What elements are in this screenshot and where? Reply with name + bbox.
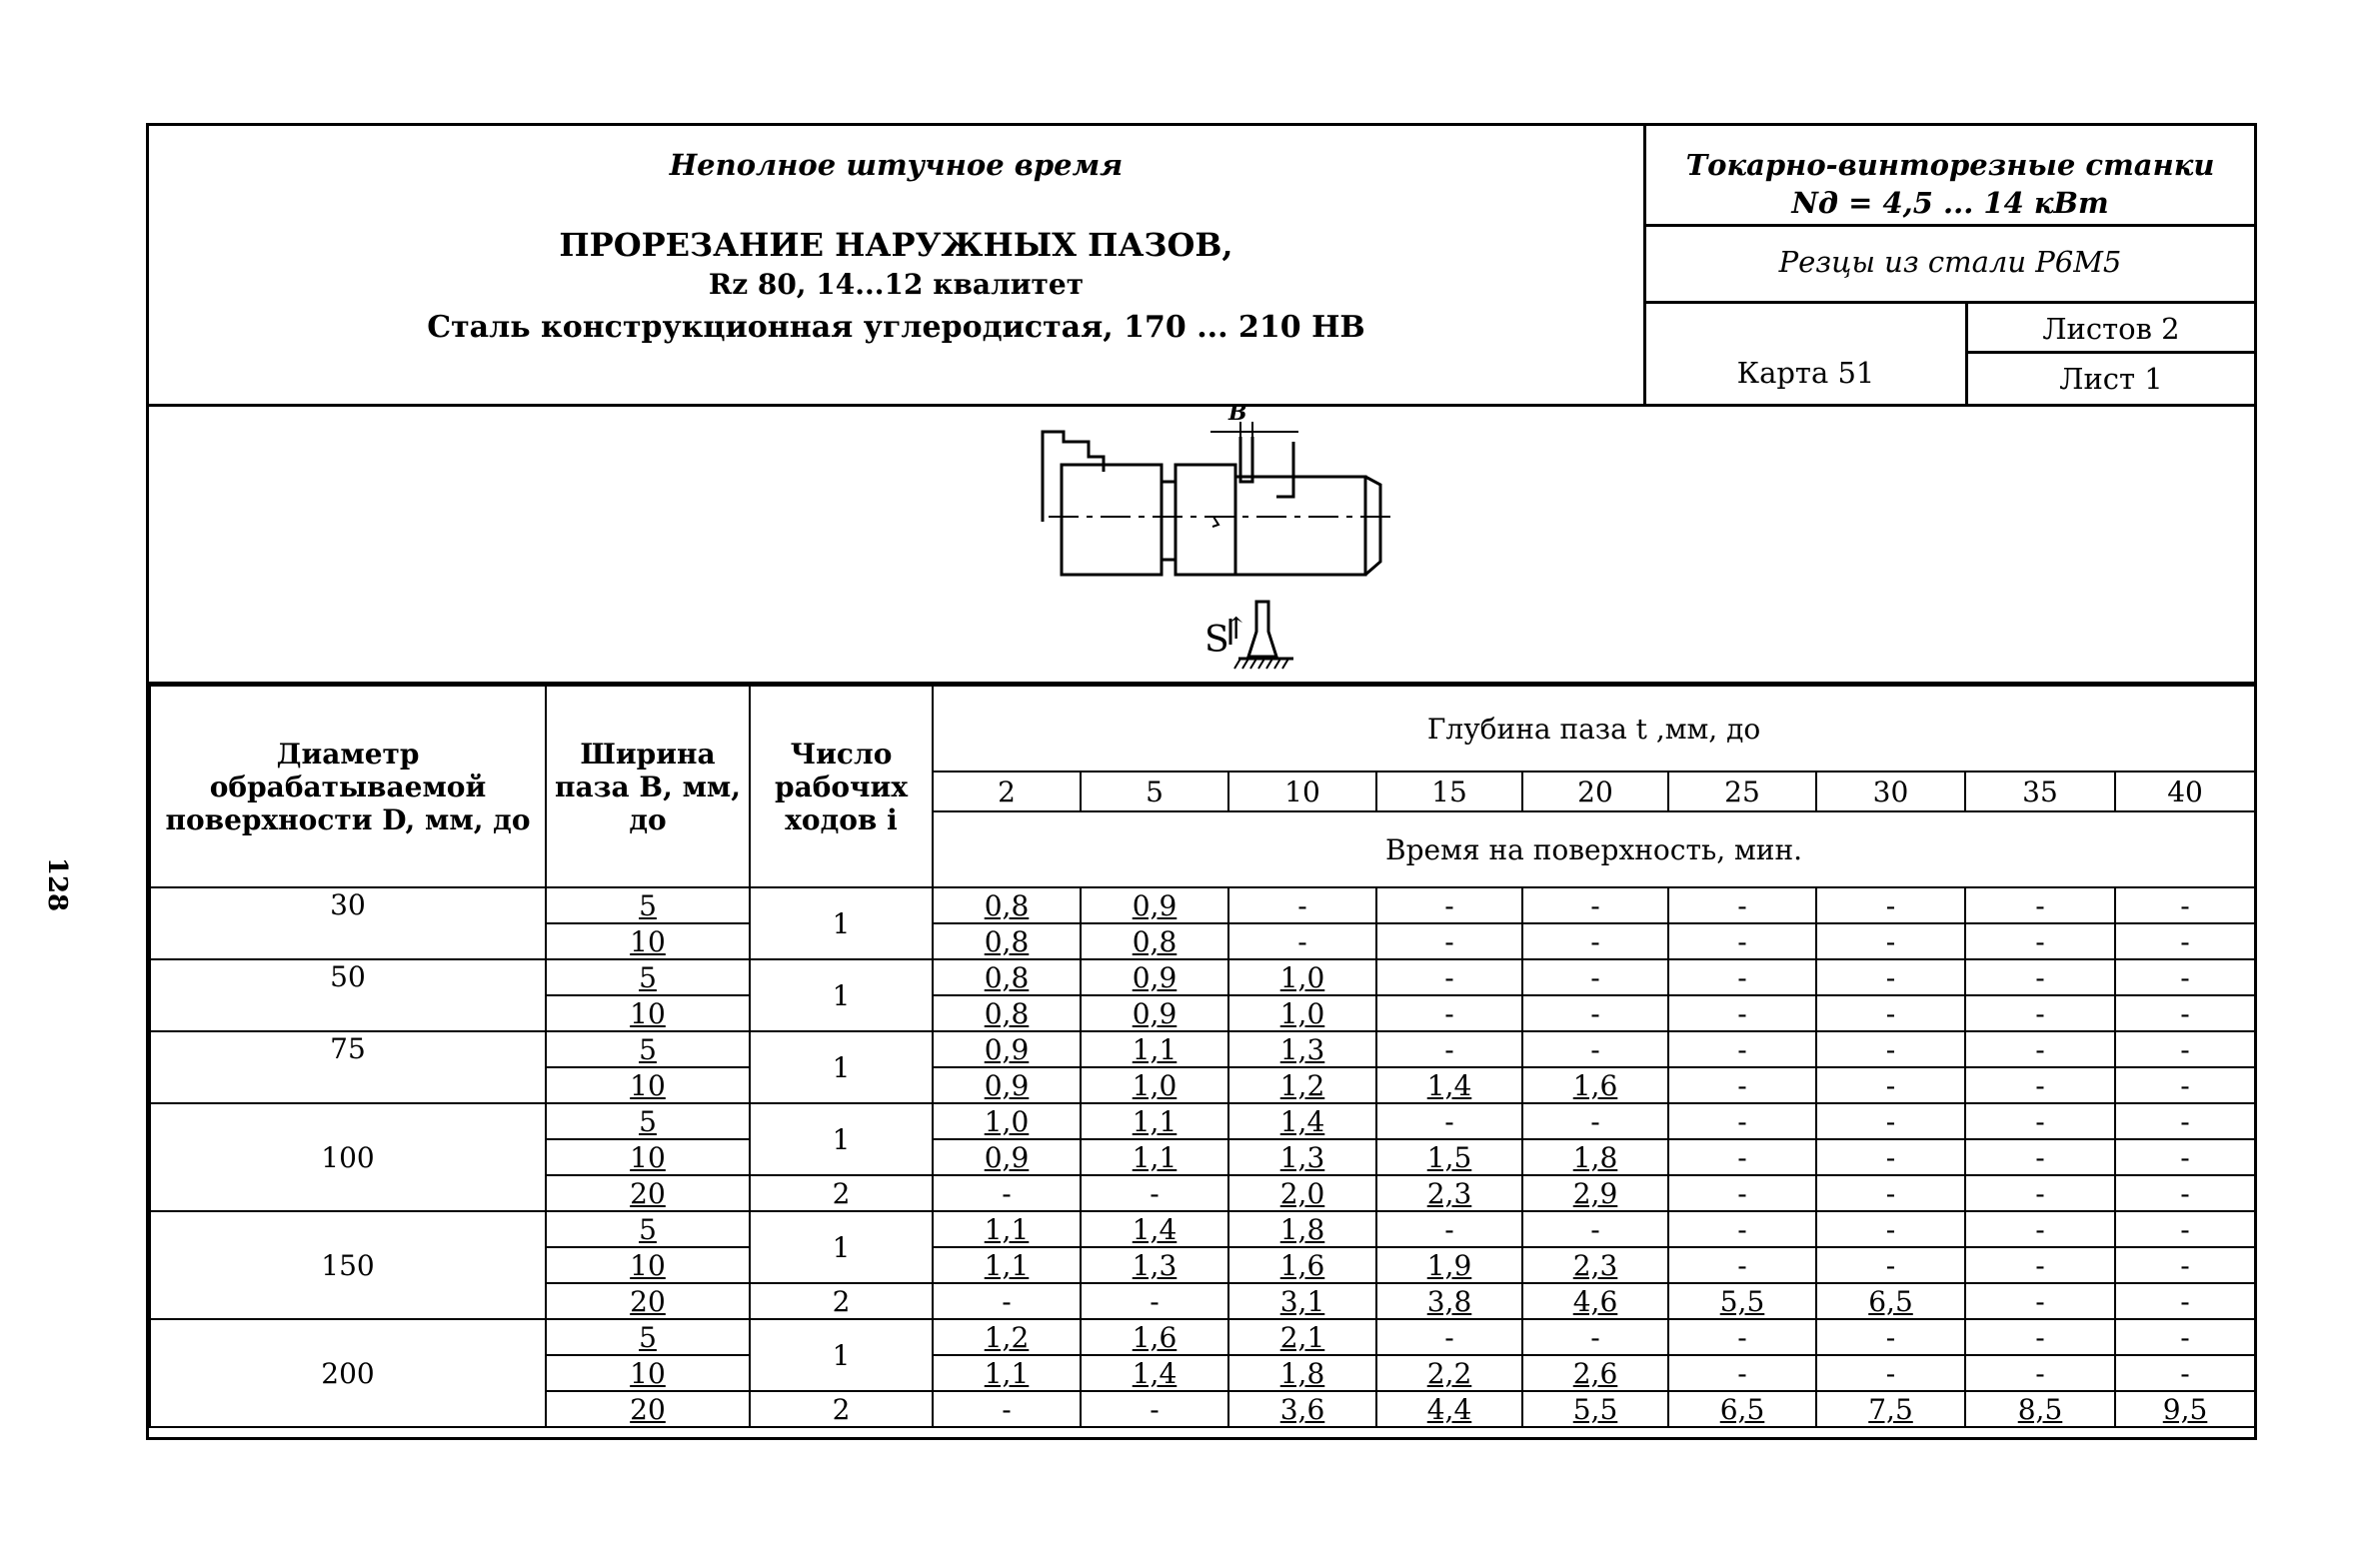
time-value-cell: 1,1 [1081, 1031, 1228, 1067]
time-value-cell: - [2115, 1103, 2255, 1139]
time-value-cell: 2,3 [1522, 1247, 1668, 1283]
groove-sketch-drawing [149, 407, 2254, 682]
time-value-cell: 1,8 [1228, 1211, 1376, 1247]
time-value-cell: - [1816, 959, 1965, 995]
time-value-cell: 1,1 [933, 1211, 1081, 1247]
time-value-cell: - [2115, 1067, 2255, 1103]
time-value-cell: 4,4 [1376, 1391, 1522, 1427]
width-cell: 20 [546, 1175, 750, 1211]
page-number: 128 [42, 856, 73, 912]
time-value-cell: 1,4 [1376, 1067, 1522, 1103]
time-value-cell: - [1081, 1391, 1228, 1427]
time-value-cell: 3,6 [1228, 1391, 1376, 1427]
time-value-cell: 1,4 [1228, 1103, 1376, 1139]
machine-type [1646, 126, 2254, 227]
depth-header-cell: 35 [1965, 772, 2115, 811]
time-value-cell: 2,9 [1522, 1175, 1668, 1211]
time-value-cell: - [1816, 995, 1965, 1031]
time-value-cell: 1,0 [933, 1103, 1081, 1139]
depth-header-cell: 15 [1376, 772, 1522, 811]
time-value-cell: - [1816, 1355, 1965, 1391]
time-value-cell: - [1522, 887, 1668, 923]
time-value-cell: - [1816, 1211, 1965, 1247]
time-value-cell: - [1668, 1247, 1816, 1283]
time-value-cell: 1,1 [1081, 1139, 1228, 1175]
time-value-cell: - [1965, 1139, 2115, 1175]
time-value-cell: - [1228, 923, 1376, 959]
time-value-cell: 9,5 [2115, 1391, 2255, 1427]
time-value-cell: 1,0 [1228, 995, 1376, 1031]
time-value-cell: - [1965, 1067, 2115, 1103]
time-value-cell: 0,8 [933, 923, 1081, 959]
width-cell: 5 [546, 1211, 750, 1247]
cutter-type: Резцы из стали Р6М5 [1646, 227, 2254, 304]
time-value-cell: - [2115, 923, 2255, 959]
table-row [150, 887, 2255, 923]
time-value-cell: 1,5 [1376, 1139, 1522, 1175]
passes-cell: 2 [750, 1283, 933, 1319]
header-title-block [149, 126, 1646, 404]
time-value-cell: 1,0 [1081, 1067, 1228, 1103]
sheets-total: Листов 2 [1968, 304, 2254, 354]
time-value-cell: 2,1 [1228, 1319, 1376, 1355]
time-value-cell: - [1522, 995, 1668, 1031]
width-cell: 5 [546, 959, 750, 995]
time-value-cell: 1,9 [1376, 1247, 1522, 1283]
passes-cell: 1 [750, 959, 933, 1031]
time-value-cell: - [1816, 1067, 1965, 1103]
time-value-cell: - [1668, 923, 1816, 959]
col-header-width: Ширина паза B, мм, до [546, 686, 750, 887]
width-cell: 10 [546, 1139, 750, 1175]
time-value-cell: - [1816, 1139, 1965, 1175]
width-cell: 20 [546, 1283, 750, 1319]
machine-line2: Nд = 4,5 ... 14 кВт [1791, 186, 2109, 220]
passes-cell: 1 [750, 1319, 933, 1391]
diameter-cell: 75 [150, 1031, 546, 1103]
time-value-cell: 1,3 [1228, 1031, 1376, 1067]
width-cell: 10 [546, 1247, 750, 1283]
time-value-cell: - [1376, 1211, 1522, 1247]
passes-cell: 1 [750, 1211, 933, 1283]
time-value-cell: 5,5 [1668, 1283, 1816, 1319]
time-value-cell: 1,2 [933, 1319, 1081, 1355]
time-value-cell: - [1522, 1031, 1668, 1067]
time-value-cell: - [1965, 995, 2115, 1031]
depth-header-cell: 30 [1816, 772, 1965, 811]
col-header-time: Время на поверхность, мин. [933, 811, 2255, 887]
time-value-cell: 0,9 [1081, 995, 1228, 1031]
time-value-cell: - [1965, 959, 2115, 995]
time-value-cell: 7,5 [1816, 1391, 1965, 1427]
time-value-cell: - [1816, 1103, 1965, 1139]
time-value-cell: 1,0 [1228, 959, 1376, 995]
time-value-cell: 1,1 [933, 1247, 1081, 1283]
time-value-cell: - [1668, 1211, 1816, 1247]
depth-header-cell: 10 [1228, 772, 1376, 811]
time-value-cell: - [2115, 1175, 2255, 1211]
time-value-cell: - [2115, 1355, 2255, 1391]
col-header-diameter: Диаметр обрабатываемой поверхности D, мм, до [150, 686, 546, 887]
time-value-cell: 0,9 [933, 1139, 1081, 1175]
time-value-cell: - [1376, 887, 1522, 923]
time-value-cell: 1,6 [1081, 1319, 1228, 1355]
time-value-cell: 1,8 [1522, 1139, 1668, 1175]
time-value-cell: - [1965, 923, 2115, 959]
width-cell: 5 [546, 1031, 750, 1067]
table-body [150, 887, 2255, 1427]
time-value-cell: - [1668, 1067, 1816, 1103]
time-value-cell: - [1965, 1175, 2115, 1211]
depth-header-cell: 25 [1668, 772, 1816, 811]
time-value-cell: - [2115, 959, 2255, 995]
time-value-cell: 3,1 [1228, 1283, 1376, 1319]
time-value-cell: - [1816, 1247, 1965, 1283]
depth-header-cell: 2 [933, 772, 1081, 811]
time-value-cell: 1,2 [1228, 1067, 1376, 1103]
time-value-cell: 0,8 [933, 887, 1081, 923]
header-title: ПРОРЕЗАНИЕ НАРУЖНЫХ ПАЗОВ, [559, 226, 1233, 264]
time-value-cell: - [1668, 1175, 1816, 1211]
table-row [150, 1103, 2255, 1139]
time-value-cell: 0,9 [933, 1067, 1081, 1103]
diameter-cell: 50 [150, 959, 546, 1031]
time-value-cell: - [933, 1283, 1081, 1319]
depth-header-cell: 5 [1081, 772, 1228, 811]
time-value-cell: 2,3 [1376, 1175, 1522, 1211]
time-value-cell: - [1376, 995, 1522, 1031]
time-value-cell: - [1816, 1319, 1965, 1355]
card-frame [146, 123, 2257, 1440]
width-cell: 20 [546, 1391, 750, 1427]
time-value-cell: 1,3 [1081, 1247, 1228, 1283]
time-value-cell: - [1376, 923, 1522, 959]
width-cell: 5 [546, 1319, 750, 1355]
time-value-cell: - [1965, 1319, 2115, 1355]
time-value-cell: - [1668, 1031, 1816, 1067]
width-cell: 5 [546, 1103, 750, 1139]
time-value-cell: - [1668, 959, 1816, 995]
time-value-cell: 1,6 [1228, 1247, 1376, 1283]
time-value-cell: - [1965, 1355, 2115, 1391]
diameter-cell: 200 [150, 1319, 546, 1427]
diameter-cell: 150 [150, 1211, 546, 1319]
time-value-cell: - [2115, 995, 2255, 1031]
time-value-cell: - [1668, 1139, 1816, 1175]
time-value-cell: 1,8 [1228, 1355, 1376, 1391]
passes-cell: 1 [750, 1031, 933, 1103]
feed-arrow: ↑ [1223, 612, 1249, 647]
time-value-cell: - [1816, 923, 1965, 959]
table-row [150, 1319, 2255, 1355]
machine-line1: Токарно-винторезные станки [1685, 148, 2215, 182]
time-value-cell: - [2115, 1211, 2255, 1247]
width-dimension-label: B [1228, 407, 1247, 426]
width-cell: 10 [546, 923, 750, 959]
passes-cell: 2 [750, 1175, 933, 1211]
time-value-cell: - [1081, 1283, 1228, 1319]
feed-label: S [1204, 620, 1229, 661]
time-value-cell: - [1376, 1031, 1522, 1067]
time-value-cell: 1,4 [1081, 1355, 1228, 1391]
time-value-cell: 0,8 [933, 959, 1081, 995]
time-value-cell: - [1965, 1103, 2115, 1139]
time-value-cell: 3,8 [1376, 1283, 1522, 1319]
time-value-cell: 6,5 [1816, 1283, 1965, 1319]
time-value-cell: - [1816, 1175, 1965, 1211]
time-value-cell: - [1668, 887, 1816, 923]
passes-cell: 2 [750, 1391, 933, 1427]
passes-cell: 1 [750, 887, 933, 959]
time-value-cell: - [933, 1391, 1081, 1427]
width-cell: 10 [546, 995, 750, 1031]
time-value-cell: - [1376, 1319, 1522, 1355]
diameter-cell: 100 [150, 1103, 546, 1211]
header-roughness: Rz 80, 14...12 квалитет [708, 268, 1085, 301]
time-value-cell: 0,8 [1081, 923, 1228, 959]
time-value-cell: 0,9 [1081, 887, 1228, 923]
time-value-cell: - [1522, 923, 1668, 959]
width-cell: 10 [546, 1355, 750, 1391]
time-value-cell: 1,4 [1081, 1211, 1228, 1247]
time-value-cell: - [1228, 887, 1376, 923]
time-value-cell: - [1668, 1355, 1816, 1391]
depth-header-cell: 40 [2115, 772, 2255, 811]
col-header-passes: Число рабочих ходов i [750, 686, 933, 887]
time-value-cell: 1,3 [1228, 1139, 1376, 1175]
time-value-cell: - [1522, 1211, 1668, 1247]
table-row [150, 959, 2255, 995]
time-value-cell: 2,2 [1376, 1355, 1522, 1391]
diameter-cell: 30 [150, 887, 546, 959]
table-row [150, 1211, 2255, 1247]
time-value-cell: - [1376, 1103, 1522, 1139]
time-value-cell: 8,5 [1965, 1391, 2115, 1427]
time-value-cell: - [1668, 995, 1816, 1031]
time-value-cell: 4,6 [1522, 1283, 1668, 1319]
time-value-cell: 1,1 [1081, 1103, 1228, 1139]
time-value-cell: - [2115, 1319, 2255, 1355]
time-value-cell: - [1965, 887, 2115, 923]
machining-time-table [149, 685, 2256, 1428]
time-value-cell: - [2115, 1247, 2255, 1283]
time-value-cell: - [2115, 1139, 2255, 1175]
time-value-cell: 5,5 [1522, 1391, 1668, 1427]
time-value-cell: - [1965, 1211, 2115, 1247]
width-cell: 5 [546, 887, 750, 923]
table-row [150, 1031, 2255, 1067]
time-value-cell: - [2115, 1031, 2255, 1067]
time-value-cell: - [1668, 1103, 1816, 1139]
time-value-cell: - [1522, 1319, 1668, 1355]
machining-sketch [149, 407, 2254, 682]
time-value-cell: 6,5 [1668, 1391, 1816, 1427]
time-value-cell: 1,1 [933, 1355, 1081, 1391]
time-value-cell: 0,9 [933, 1031, 1081, 1067]
sheet-number: Лист 1 [2059, 362, 2163, 396]
time-value-cell: - [1376, 959, 1522, 995]
card-number: Карта 51 [1646, 304, 1968, 404]
time-value-cell: 0,8 [933, 995, 1081, 1031]
time-value-cell: 2,6 [1522, 1355, 1668, 1391]
width-cell: 10 [546, 1067, 750, 1103]
time-value-cell: - [1816, 1031, 1965, 1067]
time-value-cell: - [1816, 887, 1965, 923]
header-info-block [1646, 126, 2254, 404]
time-value-cell: - [2115, 887, 2255, 923]
time-value-cell: - [1081, 1175, 1228, 1211]
depth-header-cell: 20 [1522, 772, 1668, 811]
time-value-cell: - [933, 1175, 1081, 1211]
time-value-cell: 1,6 [1522, 1067, 1668, 1103]
time-value-cell: - [2115, 1283, 2255, 1319]
header-material: Сталь конструкционная углеродистая, 170 ... 210 НВ [427, 310, 1365, 345]
time-value-cell: 2,0 [1228, 1175, 1376, 1211]
time-value-cell: - [1668, 1319, 1816, 1355]
passes-cell: 1 [750, 1103, 933, 1175]
time-value-cell: 0,9 [1081, 959, 1228, 995]
time-value-cell: - [1965, 1247, 2115, 1283]
header-subtitle: Неполное штучное время [669, 148, 1124, 182]
time-value-cell: - [1965, 1031, 2115, 1067]
time-value-cell: - [1522, 1103, 1668, 1139]
col-header-depth: Глубина паза t ,мм, до [933, 686, 2255, 772]
time-value-cell: - [1522, 959, 1668, 995]
time-value-cell: - [1965, 1283, 2115, 1319]
